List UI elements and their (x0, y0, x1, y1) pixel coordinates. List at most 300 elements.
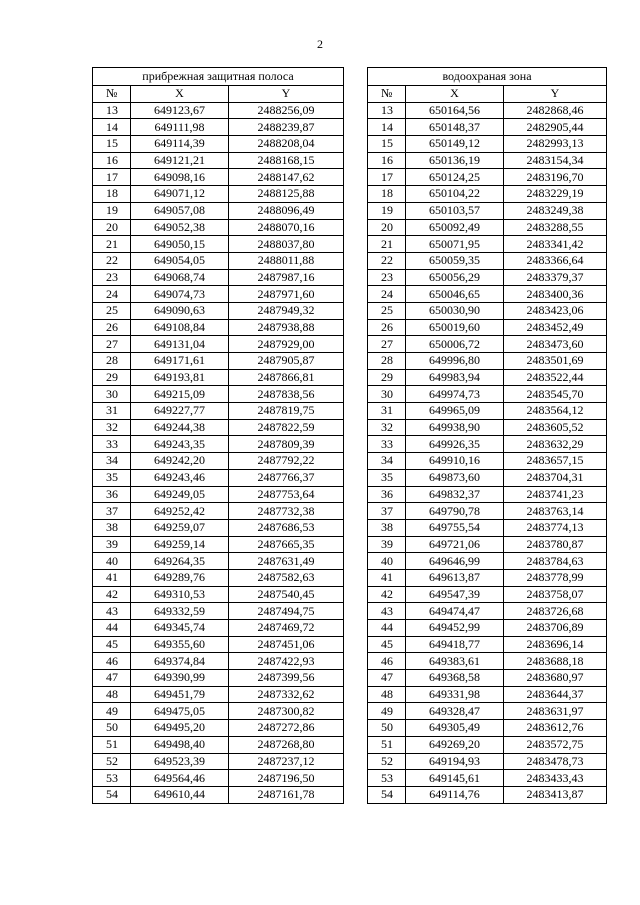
left-num-cell: 38 (93, 519, 131, 536)
right-y-cell: 2483704,31 (504, 469, 607, 486)
left-x-cell: 649068,74 (131, 269, 229, 286)
left-x-cell: 649264,35 (131, 553, 229, 570)
column-gap (344, 269, 368, 286)
left-x-cell: 649495,20 (131, 720, 229, 737)
left-y-cell: 2487332,62 (229, 686, 344, 703)
left-num-cell: 32 (93, 419, 131, 436)
left-y-cell: 2487929,00 (229, 336, 344, 353)
left-y-cell: 2488168,15 (229, 152, 344, 169)
left-x-cell: 649193,81 (131, 369, 229, 386)
column-gap (344, 620, 368, 637)
table-row (93, 219, 607, 236)
table-row (93, 536, 607, 553)
column-gap (344, 486, 368, 503)
left-y-cell: 2488239,87 (229, 119, 344, 136)
left-y-cell: 2487631,49 (229, 553, 344, 570)
right-x-cell: 649996,80 (406, 353, 504, 370)
left-x-cell: 649355,60 (131, 636, 229, 653)
right-x-cell: 650104,22 (406, 186, 504, 203)
left-num-cell: 20 (93, 219, 131, 236)
column-gap (344, 553, 368, 570)
table-row (93, 386, 607, 403)
left-num-cell: 52 (93, 753, 131, 770)
right-num-cell: 37 (368, 503, 406, 520)
right-num-cell: 17 (368, 169, 406, 186)
left-y-cell: 2487422,93 (229, 653, 344, 670)
left-y-header: Y (229, 86, 344, 103)
left-x-cell: 649289,76 (131, 569, 229, 586)
left-y-cell: 2487196,50 (229, 770, 344, 787)
left-x-cell: 649564,46 (131, 770, 229, 787)
right-num-header: № (368, 86, 406, 103)
left-y-cell: 2487905,87 (229, 353, 344, 370)
right-num-cell: 54 (368, 786, 406, 803)
table-row (93, 269, 607, 286)
left-y-cell: 2487822,59 (229, 419, 344, 436)
right-num-cell: 40 (368, 553, 406, 570)
right-x-header: X (406, 86, 504, 103)
right-y-cell: 2483605,52 (504, 419, 607, 436)
right-num-cell: 49 (368, 703, 406, 720)
right-num-cell: 15 (368, 136, 406, 153)
right-x-cell: 650046,65 (406, 286, 504, 303)
left-x-cell: 649523,39 (131, 753, 229, 770)
right-y-cell: 2483379,37 (504, 269, 607, 286)
right-x-cell: 650019,60 (406, 319, 504, 336)
right-y-cell: 2483688,18 (504, 653, 607, 670)
table-row (93, 770, 607, 787)
right-x-cell: 649368,58 (406, 670, 504, 687)
right-num-cell: 22 (368, 252, 406, 269)
left-num-cell: 43 (93, 603, 131, 620)
left-num-cell: 13 (93, 102, 131, 119)
right-num-cell: 46 (368, 653, 406, 670)
table-row (93, 553, 607, 570)
right-y-cell: 2483778,99 (504, 569, 607, 586)
left-num-cell: 26 (93, 319, 131, 336)
left-x-cell: 649451,79 (131, 686, 229, 703)
right-y-cell: 2483780,87 (504, 536, 607, 553)
column-gap (344, 152, 368, 169)
left-x-cell: 649050,15 (131, 236, 229, 253)
left-x-cell: 649074,73 (131, 286, 229, 303)
left-x-cell: 649052,38 (131, 219, 229, 236)
column-gap (344, 519, 368, 536)
left-x-cell: 649108,84 (131, 319, 229, 336)
table-row (93, 636, 607, 653)
left-x-cell: 649227,77 (131, 403, 229, 420)
left-y-cell: 2488125,88 (229, 186, 344, 203)
right-y-cell: 2483522,44 (504, 369, 607, 386)
table-row (93, 603, 607, 620)
left-num-cell: 23 (93, 269, 131, 286)
right-y-cell: 2482868,46 (504, 102, 607, 119)
column-gap (344, 536, 368, 553)
right-num-cell: 36 (368, 486, 406, 503)
right-y-cell: 2483774,13 (504, 519, 607, 536)
right-x-cell: 650124,25 (406, 169, 504, 186)
left-num-cell: 19 (93, 202, 131, 219)
right-num-cell: 44 (368, 620, 406, 637)
left-section-title: прибрежная защитная полоса (93, 68, 344, 86)
left-num-cell: 50 (93, 720, 131, 737)
left-x-cell: 649090,63 (131, 302, 229, 319)
left-y-cell: 2487451,06 (229, 636, 344, 653)
table-row (93, 302, 607, 319)
column-gap (344, 102, 368, 119)
right-y-cell: 2483784,63 (504, 553, 607, 570)
left-x-cell: 649123,67 (131, 102, 229, 119)
table-row (93, 586, 607, 603)
column-gap (344, 503, 368, 520)
right-y-cell: 2483741,23 (504, 486, 607, 503)
column-gap (344, 302, 368, 319)
right-x-cell: 649965,09 (406, 403, 504, 420)
left-y-cell: 2487819,75 (229, 403, 344, 420)
left-x-cell: 649171,61 (131, 353, 229, 370)
left-x-cell: 649259,07 (131, 519, 229, 536)
column-gap (344, 770, 368, 787)
left-x-cell: 649244,38 (131, 419, 229, 436)
right-y-cell: 2483545,70 (504, 386, 607, 403)
left-y-cell: 2487809,39 (229, 436, 344, 453)
right-num-cell: 48 (368, 686, 406, 703)
column-gap (344, 186, 368, 203)
left-num-cell: 14 (93, 119, 131, 136)
right-y-cell: 2483612,76 (504, 720, 607, 737)
right-num-cell: 35 (368, 469, 406, 486)
right-x-cell: 649269,20 (406, 736, 504, 753)
left-x-cell: 649131,04 (131, 336, 229, 353)
right-x-cell: 649452,99 (406, 620, 504, 637)
section-title-row (93, 68, 607, 86)
right-x-cell: 649145,61 (406, 770, 504, 787)
column-gap (344, 86, 368, 103)
left-y-cell: 2487272,86 (229, 720, 344, 737)
left-y-cell: 2487866,81 (229, 369, 344, 386)
table-row (93, 369, 607, 386)
table-row (93, 720, 607, 737)
left-x-cell: 649057,08 (131, 202, 229, 219)
right-x-cell: 649721,06 (406, 536, 504, 553)
left-x-header: X (131, 86, 229, 103)
left-num-cell: 18 (93, 186, 131, 203)
right-x-cell: 649474,47 (406, 603, 504, 620)
left-y-cell: 2487540,45 (229, 586, 344, 603)
left-x-cell: 649498,40 (131, 736, 229, 753)
table-row (93, 419, 607, 436)
column-gap (344, 353, 368, 370)
right-num-cell: 38 (368, 519, 406, 536)
left-x-cell: 649310,53 (131, 586, 229, 603)
right-num-cell: 16 (368, 152, 406, 169)
right-y-cell: 2483288,55 (504, 219, 607, 236)
right-num-cell: 24 (368, 286, 406, 303)
table-row (93, 503, 607, 520)
left-x-cell: 649054,05 (131, 252, 229, 269)
right-x-cell: 649910,16 (406, 453, 504, 470)
right-num-cell: 27 (368, 336, 406, 353)
left-y-cell: 2487494,75 (229, 603, 344, 620)
left-y-cell: 2487665,35 (229, 536, 344, 553)
right-y-cell: 2483631,97 (504, 703, 607, 720)
column-gap (344, 453, 368, 470)
right-y-cell: 2482993,13 (504, 136, 607, 153)
right-y-cell: 2483763,14 (504, 503, 607, 520)
table-row (93, 336, 607, 353)
left-num-cell: 48 (93, 686, 131, 703)
right-y-cell: 2483400,36 (504, 286, 607, 303)
right-num-cell: 30 (368, 386, 406, 403)
left-num-cell: 44 (93, 620, 131, 637)
right-x-cell: 650136,19 (406, 152, 504, 169)
left-x-cell: 649252,42 (131, 503, 229, 520)
right-y-cell: 2483758,07 (504, 586, 607, 603)
left-num-cell: 40 (93, 553, 131, 570)
right-x-cell: 649331,98 (406, 686, 504, 703)
left-y-cell: 2487582,63 (229, 569, 344, 586)
column-gap (344, 369, 368, 386)
left-num-cell: 28 (93, 353, 131, 370)
left-num-cell: 33 (93, 436, 131, 453)
left-num-cell: 22 (93, 252, 131, 269)
left-y-cell: 2487838,56 (229, 386, 344, 403)
left-y-cell: 2487938,88 (229, 319, 344, 336)
left-y-cell: 2487987,16 (229, 269, 344, 286)
right-y-cell: 2483478,73 (504, 753, 607, 770)
right-num-cell: 20 (368, 219, 406, 236)
left-num-cell: 49 (93, 703, 131, 720)
left-x-cell: 649374,84 (131, 653, 229, 670)
right-x-cell: 649418,77 (406, 636, 504, 653)
left-x-cell: 649242,20 (131, 453, 229, 470)
column-gap (344, 469, 368, 486)
right-x-cell: 649646,99 (406, 553, 504, 570)
right-x-cell: 649383,61 (406, 653, 504, 670)
right-x-cell: 650092,49 (406, 219, 504, 236)
left-num-cell: 30 (93, 386, 131, 403)
left-num-cell: 29 (93, 369, 131, 386)
right-num-cell: 25 (368, 302, 406, 319)
right-y-cell: 2483726,68 (504, 603, 607, 620)
column-gap (344, 202, 368, 219)
table-row (93, 169, 607, 186)
column-gap (344, 236, 368, 253)
left-num-cell: 25 (93, 302, 131, 319)
left-num-cell: 36 (93, 486, 131, 503)
right-num-cell: 21 (368, 236, 406, 253)
right-y-cell: 2483680,97 (504, 670, 607, 687)
left-x-cell: 649259,14 (131, 536, 229, 553)
left-x-cell: 649345,74 (131, 620, 229, 637)
right-num-cell: 52 (368, 753, 406, 770)
column-gap (344, 336, 368, 353)
right-x-cell: 649983,94 (406, 369, 504, 386)
table-row (93, 519, 607, 536)
left-y-cell: 2487971,60 (229, 286, 344, 303)
right-num-cell: 50 (368, 720, 406, 737)
table-row (93, 670, 607, 687)
right-num-cell: 34 (368, 453, 406, 470)
column-gap (344, 586, 368, 603)
left-y-cell: 2487686,53 (229, 519, 344, 536)
right-x-cell: 650059,35 (406, 252, 504, 269)
right-x-cell: 649328,47 (406, 703, 504, 720)
table-row (93, 686, 607, 703)
table-row (93, 786, 607, 803)
right-y-cell: 2483501,69 (504, 353, 607, 370)
left-x-cell: 649243,46 (131, 469, 229, 486)
right-num-cell: 47 (368, 670, 406, 687)
right-x-cell: 649832,37 (406, 486, 504, 503)
right-num-cell: 28 (368, 353, 406, 370)
right-y-cell: 2483366,64 (504, 252, 607, 269)
column-gap (344, 219, 368, 236)
column-gap (344, 169, 368, 186)
left-num-cell: 16 (93, 152, 131, 169)
left-num-cell: 46 (93, 653, 131, 670)
column-gap (344, 419, 368, 436)
left-x-cell: 649121,21 (131, 152, 229, 169)
column-gap (344, 319, 368, 336)
right-x-cell: 649613,87 (406, 569, 504, 586)
left-num-cell: 15 (93, 136, 131, 153)
left-num-cell: 45 (93, 636, 131, 653)
left-x-cell: 649215,09 (131, 386, 229, 403)
table-row (93, 102, 607, 119)
left-num-cell: 24 (93, 286, 131, 303)
left-y-cell: 2488208,04 (229, 136, 344, 153)
right-num-cell: 39 (368, 536, 406, 553)
left-x-cell: 649332,59 (131, 603, 229, 620)
right-x-cell: 649114,76 (406, 786, 504, 803)
table-row (93, 753, 607, 770)
column-gap (344, 703, 368, 720)
left-num-cell: 54 (93, 786, 131, 803)
right-y-cell: 2483341,42 (504, 236, 607, 253)
table-row (93, 136, 607, 153)
left-y-cell: 2487469,72 (229, 620, 344, 637)
column-gap (344, 68, 368, 86)
table-row (93, 403, 607, 420)
left-x-cell: 649098,16 (131, 169, 229, 186)
left-num-cell: 51 (93, 736, 131, 753)
left-num-cell: 31 (93, 403, 131, 420)
right-y-cell: 2483632,29 (504, 436, 607, 453)
right-x-cell: 649755,54 (406, 519, 504, 536)
left-num-cell: 42 (93, 586, 131, 603)
coordinates-table (92, 67, 607, 804)
table-row (93, 353, 607, 370)
column-gap (344, 286, 368, 303)
column-gap (344, 569, 368, 586)
right-num-cell: 41 (368, 569, 406, 586)
left-y-cell: 2488037,80 (229, 236, 344, 253)
right-x-cell: 649194,93 (406, 753, 504, 770)
left-num-cell: 34 (93, 453, 131, 470)
column-gap (344, 252, 368, 269)
right-x-cell: 650071,95 (406, 236, 504, 253)
left-y-cell: 2487792,22 (229, 453, 344, 470)
column-gap (344, 736, 368, 753)
column-gap (344, 653, 368, 670)
right-y-cell: 2483564,12 (504, 403, 607, 420)
table-row (93, 119, 607, 136)
table-row (93, 620, 607, 637)
right-y-cell: 2483154,34 (504, 152, 607, 169)
right-num-cell: 29 (368, 369, 406, 386)
column-gap (344, 386, 368, 403)
right-x-cell: 650030,90 (406, 302, 504, 319)
left-y-cell: 2488011,88 (229, 252, 344, 269)
table-row (93, 736, 607, 753)
left-y-cell: 2487237,12 (229, 753, 344, 770)
column-gap (344, 136, 368, 153)
left-x-cell: 649243,35 (131, 436, 229, 453)
left-y-cell: 2488147,62 (229, 169, 344, 186)
table-row (93, 252, 607, 269)
column-gap (344, 786, 368, 803)
right-x-cell: 650006,72 (406, 336, 504, 353)
right-x-cell: 649873,60 (406, 469, 504, 486)
left-num-cell: 17 (93, 169, 131, 186)
left-y-cell: 2487268,80 (229, 736, 344, 753)
left-num-cell: 35 (93, 469, 131, 486)
right-x-cell: 650149,12 (406, 136, 504, 153)
table-row (93, 236, 607, 253)
column-gap (344, 603, 368, 620)
right-y-cell: 2483196,70 (504, 169, 607, 186)
right-x-cell: 650148,37 (406, 119, 504, 136)
left-y-cell: 2487766,37 (229, 469, 344, 486)
right-num-cell: 19 (368, 202, 406, 219)
table-row (93, 202, 607, 219)
right-y-cell: 2483657,15 (504, 453, 607, 470)
left-x-cell: 649610,44 (131, 786, 229, 803)
table-row (93, 186, 607, 203)
right-num-cell: 26 (368, 319, 406, 336)
page-number: 2 (317, 37, 323, 51)
right-y-cell: 2483413,87 (504, 786, 607, 803)
left-y-cell: 2487399,56 (229, 670, 344, 687)
right-y-cell: 2483706,89 (504, 620, 607, 637)
right-x-cell: 649547,39 (406, 586, 504, 603)
table-row (93, 286, 607, 303)
right-y-cell: 2483473,60 (504, 336, 607, 353)
right-x-cell: 650164,56 (406, 102, 504, 119)
right-num-cell: 45 (368, 636, 406, 653)
right-num-cell: 32 (368, 419, 406, 436)
right-y-cell: 2482905,44 (504, 119, 607, 136)
table-row (93, 653, 607, 670)
right-x-cell: 649305,49 (406, 720, 504, 737)
right-y-cell: 2483433,43 (504, 770, 607, 787)
right-num-cell: 42 (368, 586, 406, 603)
left-y-cell: 2488096,49 (229, 202, 344, 219)
right-num-cell: 18 (368, 186, 406, 203)
column-gap (344, 753, 368, 770)
table-row (93, 569, 607, 586)
left-num-cell: 41 (93, 569, 131, 586)
column-gap (344, 436, 368, 453)
left-num-cell: 27 (93, 336, 131, 353)
right-num-cell: 33 (368, 436, 406, 453)
column-gap (344, 720, 368, 737)
column-header-row (93, 86, 607, 103)
right-x-cell: 649926,35 (406, 436, 504, 453)
right-x-cell: 649938,90 (406, 419, 504, 436)
right-y-cell: 2483572,75 (504, 736, 607, 753)
